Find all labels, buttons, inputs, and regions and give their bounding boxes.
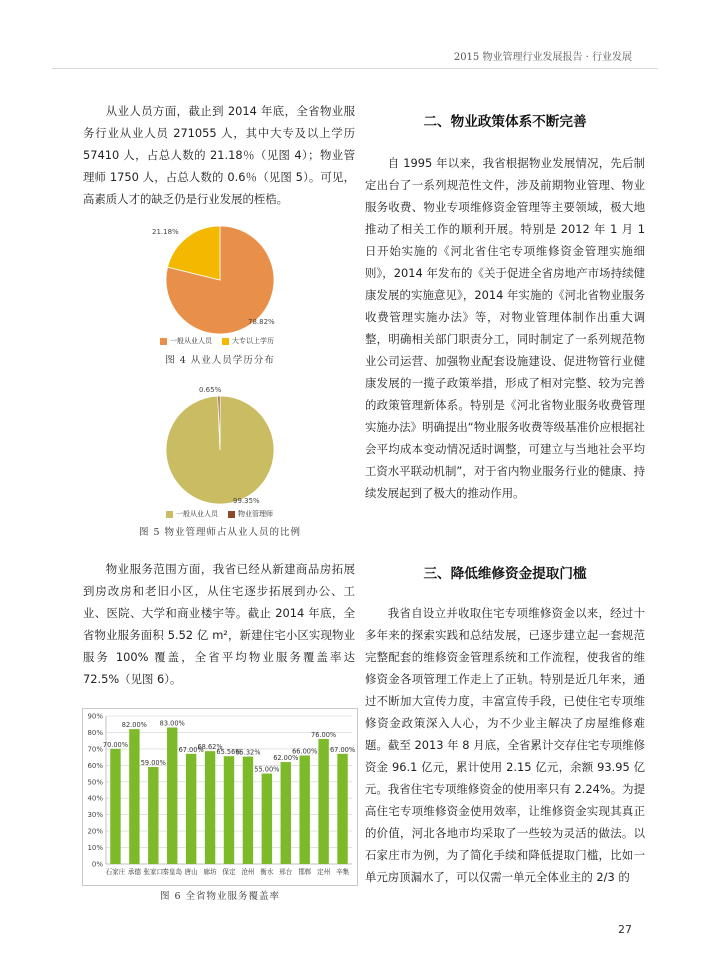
bar-1 (129, 729, 139, 864)
left-column-text-1 (83, 100, 355, 210)
pie4-label-large: 78.82% (248, 318, 275, 326)
bar-8 (262, 774, 272, 864)
bar-value-label-12: 67.00% (329, 745, 356, 754)
x-tick-label-9: 邢台 (279, 868, 293, 876)
bar-value-label-3: 83.00% (159, 719, 185, 728)
bar-value-label-10: 66.00% (292, 747, 318, 756)
bar-value-label-9: 62.00% (273, 754, 299, 763)
x-tick-label-2: 张家口 (143, 868, 164, 876)
paragraph-staff: 从业人员方面，截止到 2014 年底，全省物业服务行业从业人员 271055 人，其中大专及以上学历 57410 人，占总人数的 21.18％（见图 4）；物业管理师 1750 人，占总人数的 0.6％（见图 5）。可见，高素质人才的缺乏仍是行业发展的桎梏。 (83, 104, 355, 206)
bar-value-label-2: 59.00% (140, 758, 166, 767)
pie5-legend-item-2: 物业管理师 (228, 509, 273, 519)
pie5-legend-item-1: 一般从业人员 (166, 509, 218, 519)
bar-12 (337, 754, 347, 864)
y-tick-label-1: 10% (87, 844, 103, 853)
section-3-title: 三、降低维修资金提取门槛 (423, 566, 587, 582)
figure-5-caption: 图 5 物业管理师占从业人员的比例 (138, 527, 302, 538)
bar-value-label-11: 76.00% (311, 731, 337, 740)
section-2-body: 自 1995 年以来，我省根据物业发展情况，先后制定出台了一系列规范性文件，涉及前期物业管理、物业服务收费、物业专项维修资金管理等主要领域，极大地推动了相关工作的顺利开展。特别是 2012 年 1 月 1 日开始实施的《河北省住宅专项维修资金管理实施细则》，2014 年发布的《关于促进全省房地产市场持续健康发展的实施意见》，2014 年实施的《河北省物业服务收费管理实施办法》等，对物业管理体制作出重大调整，明确相关部门职责分工，同时制定了一系列规范物业公司运营、加强物业配套设施建设、促进物管行业健康发展的一揽子政策举措，形成了相对完整、较为完善的政策管理新体系。特别是《河北省物业服务收费管理实施办法》明确提出“物业服务收费等级基准价应根据社会平均成本变动情况适时调整，可建立与当地社会平均工资水平联动机制”，对于省内物业服务行业的健康、持续发展起到了极大的推动作用。 (365, 156, 645, 500)
pie4-legend (160, 336, 274, 346)
pie4-label-small: 21.18% (152, 228, 179, 236)
bar-11 (318, 739, 328, 864)
bar-value-label-8: 55.00% (254, 765, 280, 774)
bar-value-label-4: 67.00% (178, 745, 204, 754)
x-tick-label-8: 衡水 (260, 868, 274, 876)
y-tick-label-9: 90% (87, 712, 103, 721)
y-tick-label-2: 20% (87, 827, 103, 836)
x-tick-label-7: 沧州 (241, 868, 255, 876)
bar-value-label-1: 82.00% (121, 721, 147, 730)
figure-4-pie (140, 222, 300, 342)
bar-2 (148, 767, 158, 864)
x-tick-label-0: 石家庄 (105, 868, 126, 876)
y-tick-label-3: 30% (87, 811, 103, 820)
y-tick-label-7: 70% (87, 745, 103, 754)
bar-3 (167, 728, 177, 864)
bar-value-label-7: 65.32% (235, 748, 261, 757)
x-tick-label-12: 辛集 (335, 868, 350, 876)
bar-6 (224, 756, 234, 864)
x-tick-label-1: 承德 (127, 868, 141, 876)
bar-5 (205, 751, 215, 864)
figure-6-bar-chart (82, 708, 358, 886)
figure-6-caption: 图 6 全省物业服务覆盖率 (159, 891, 281, 902)
pie5-legend (166, 509, 273, 519)
y-tick-label-4: 40% (87, 794, 103, 803)
figure-4-caption: 图 4 从业人员学历分布 (165, 355, 275, 366)
y-tick-label-8: 80% (87, 728, 103, 737)
pie4-legend-item-1: 一般从业人员 (160, 336, 212, 346)
y-tick-label-5: 50% (87, 778, 103, 787)
x-tick-label-3: 秦皇岛 (162, 868, 183, 876)
header-divider (52, 68, 658, 69)
section-2-title: 二、物业政策体系不断完善 (423, 114, 587, 130)
bar-0 (110, 749, 120, 864)
section-3-body: 我省自设立并收取住宅专项维修资金以来，经过十多年来的探索实践和总结发展，已逐步建立起一套规范完整配套的维修资金管理系统和工作流程，使我省的维修资金各项管理工作走上了正轨。特别是近几年来，通过不断加大宣传力度，丰富宣传手段，已使住宅专项维修资金政策深入人心，为不少业主解决了房屋维修难题。截至 2013 年 8 月底，全省累计交存住宅专项维修资金 96.1 亿元，累计使用 2.15 亿元，余额 93.95 亿元。我省住宅专项维修资金的使用率只有 2.24%。为提高住宅专项维修资金使用效率，让维修资金实现其真正的价值，河北各地市均采取了一些较为灵活的做法。以石家庄市为例，为了简化手续和降低提取门槛，比如一单元房顶漏水了，可以仅需一单元全体业主的 2/3 的 (365, 606, 645, 884)
bar-value-label-5: 68.62% (197, 743, 223, 752)
x-tick-label-5: 廊坊 (203, 868, 217, 876)
bar-value-label-6: 65.56% (216, 748, 242, 757)
pie4-legend-item-2: 大专以上学历 (222, 336, 274, 346)
pie5-label-small: 0.65% (199, 386, 222, 394)
running-header: 2015 物业管理行业发展报告 · 行业发展 (453, 52, 632, 63)
paragraph-service-scope: 物业服务范围方面，我省已经从新建商品房拓展到房改房和老旧小区，从住宅逐步拓展到办公、工业、医院、大学和商业楼宇等。截止 2014 年底，全省物业服务面积 5.52 亿 m²，新建住宅小区实现物业服务 100% 覆盖，全省平均物业服务覆盖率达 72.5%（见图 6）。 (83, 562, 355, 686)
bar-10 (299, 755, 309, 864)
bar-4 (186, 754, 196, 864)
bar-value-label-0: 70.00% (102, 740, 129, 749)
x-tick-label-11: 定州 (317, 868, 331, 876)
page-number: 27 (618, 923, 632, 936)
y-tick-label-6: 60% (87, 761, 103, 770)
x-tick-label-10: 邯郸 (298, 868, 312, 876)
pie5-label-large: 99.35% (233, 497, 260, 505)
y-tick-label-0: 0% (91, 860, 103, 869)
x-tick-label-6: 保定 (222, 868, 236, 876)
bar-9 (281, 762, 291, 864)
x-tick-label-4: 唐山 (184, 868, 198, 876)
left-column-text-2 (83, 558, 355, 690)
figure-5-pie (140, 394, 300, 509)
bar-7 (243, 757, 253, 864)
